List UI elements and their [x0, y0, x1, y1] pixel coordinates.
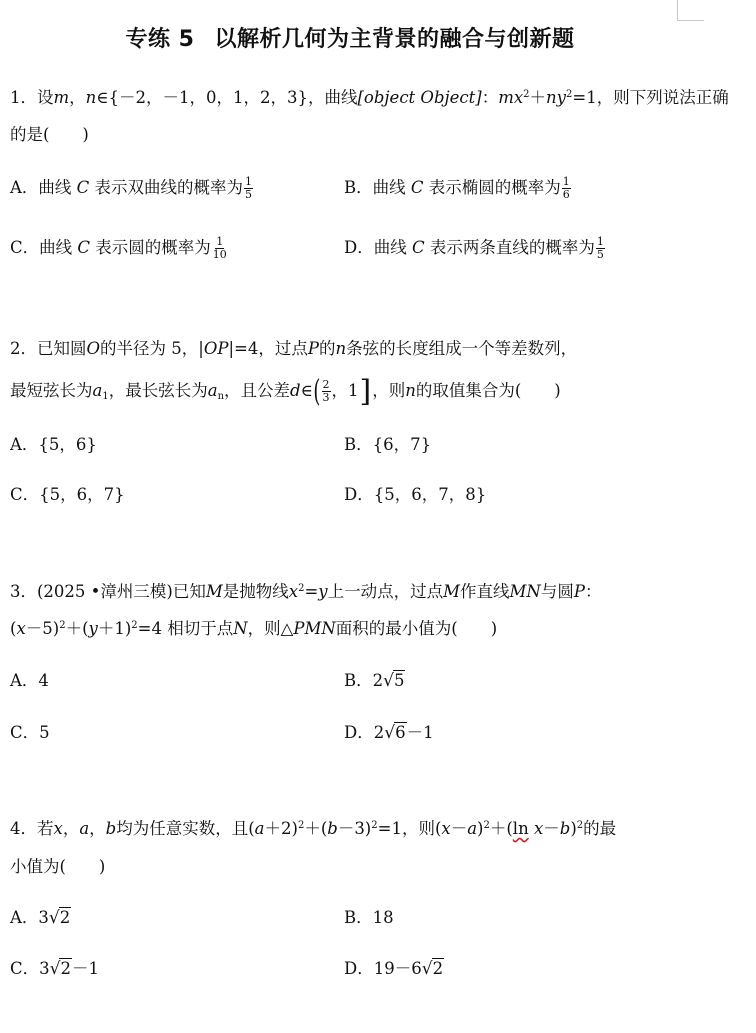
sqrt-symbol: √2	[49, 959, 71, 979]
sqrt-symbol: √5	[383, 671, 405, 691]
q3-option-d[interactable]: D．2√6－1	[344, 723, 434, 743]
q4-option-a[interactable]: A．3√2	[10, 908, 71, 928]
sqrt-symbol: √2	[48, 908, 71, 928]
q4-option-c[interactable]: C．3√2－1	[10, 959, 99, 979]
q1-option-a[interactable]: A．曲线 C 表示双曲线的概率为 $\frac{1}{5}$	[10, 175, 253, 201]
q1-option-d[interactable]: D．曲线 C 表示两条直线的概率为 $\frac{1}{5}$	[344, 235, 604, 261]
q3-option-c[interactable]: C．5	[10, 723, 50, 742]
q2-option-a[interactable]: A．{5，6}	[10, 435, 97, 454]
q2-stem-line1: 2．已知圆O的半径为 5，|OP|=4，过点P的n条弦的长度组成一个等差数列，	[10, 339, 578, 358]
q1-stem-line1: 1．设m，n∈{－2，－1，0，1，2，3}，曲线[object Object]：$mx^2+ny^2=1$，则下列说法正确	[10, 88, 729, 107]
q1-option-b[interactable]: B．曲线 C 表示椭圆的概率为 $\frac{1}{6}$	[344, 175, 570, 201]
q1-option-c[interactable]: C．曲线 C 表示圆的概率为 $\frac{1}{10}$	[10, 235, 227, 261]
q4-stem-line2: 小值为( )	[10, 857, 106, 876]
title-left: 专练 5	[125, 27, 195, 52]
sqrt-symbol: √2	[421, 959, 444, 979]
q2-option-d[interactable]: D．{5，6，7，8}	[344, 485, 487, 504]
q4-option-b[interactable]: B．18	[344, 908, 394, 927]
page-corner-mark	[677, 0, 704, 21]
q2-stem-line2: 最短弦长为$a_1$，最长弦长为$a_n$，且公差d∈( $\frac{2}{3}$ ，1]，则n的取值集合为( )	[10, 373, 561, 409]
q4-stem-line1: 4．若x，a，b均为任意实数，且$(a+2)^2+(b-3)^2=1$，则$(x-a)^2+(\ln$ x－b)$^2$的最	[10, 819, 617, 838]
title-right: 以解析几何为主背景的融合与创新题	[214, 27, 575, 52]
q1-stem-line2: 的是( )	[10, 125, 89, 144]
q3-stem-line2: $(x-5)^2+(y+1)^2=4$ 相切于点N，则△PMN面积的最小值为( )	[10, 619, 498, 638]
q2-option-b[interactable]: B．{6，7}	[344, 435, 432, 454]
q4-option-d[interactable]: D．19－6√2	[344, 959, 444, 979]
q3-option-b[interactable]: B．2√5	[344, 671, 405, 691]
sqrt-symbol: √6	[384, 723, 406, 743]
q2-option-c[interactable]: C．{5，6，7}	[10, 485, 125, 504]
q3-option-a[interactable]: A．4	[10, 671, 49, 690]
page-title	[0, 22, 700, 53]
q3-stem-line1: 3．(2025 •漳州三模)已知M是抛物线$x^2=y$上一动点，过点M作直线MN与圆P：	[10, 582, 602, 601]
